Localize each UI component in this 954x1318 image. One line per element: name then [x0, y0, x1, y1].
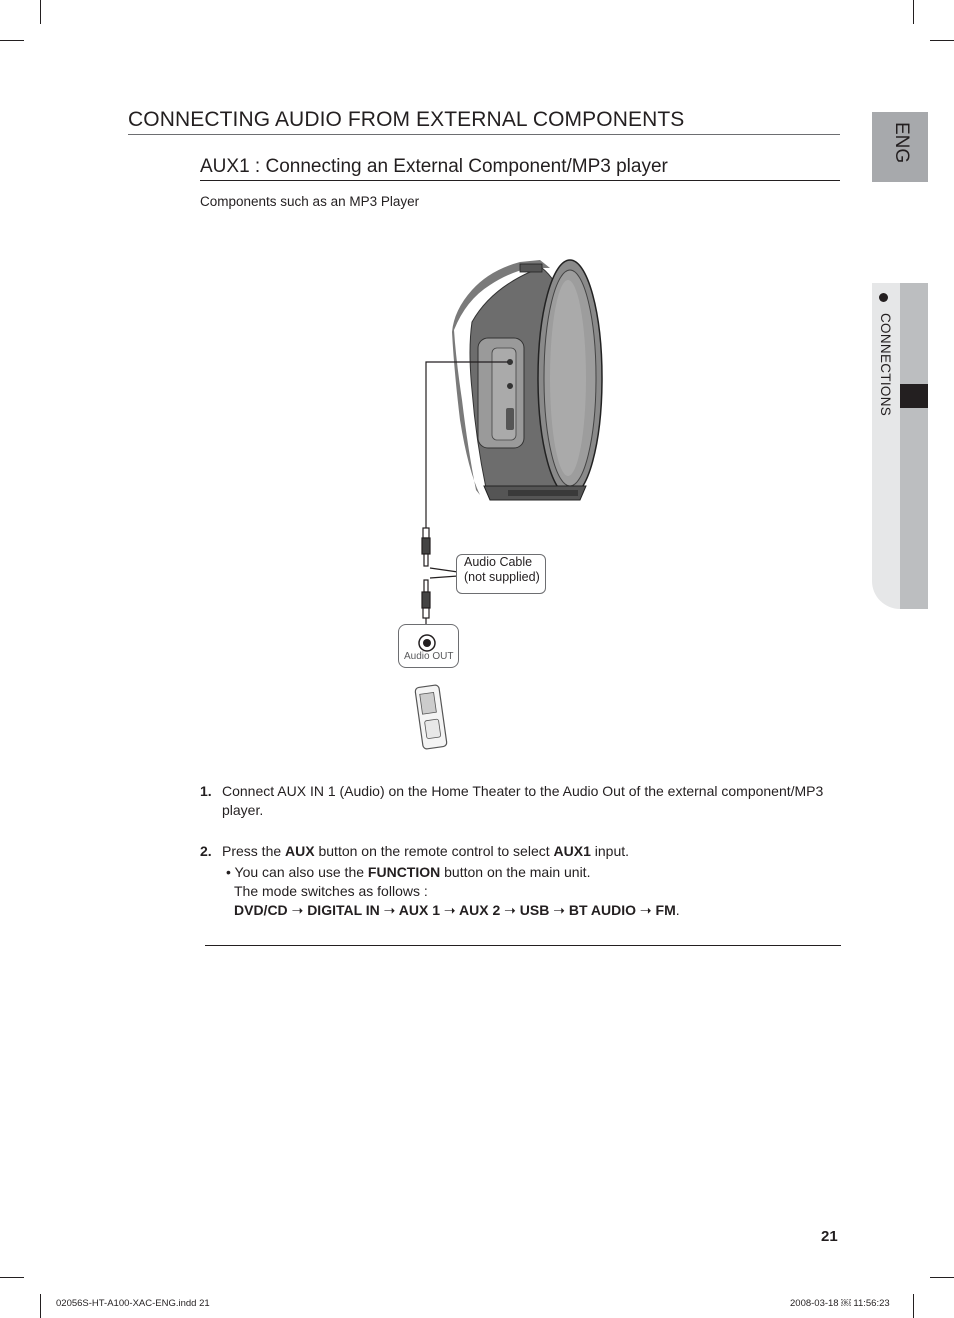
audio-cable-callout [456, 554, 546, 594]
sub-bullet [222, 863, 680, 882]
section-tab-strip [900, 283, 928, 609]
step-text-line: Connect AUX IN 1 (Audio) on the Home Theater to the Audio Out of the external component/MP3 [222, 783, 824, 799]
crop-mark [0, 40, 24, 41]
mode-item: DIGITAL IN [307, 902, 380, 918]
arrow-icon: ➝ [553, 902, 565, 918]
step-number: 1. [200, 783, 212, 799]
audio-cable-label: Audio Cable [464, 555, 533, 569]
page-number: 21 [821, 1228, 838, 1245]
intro-note: Components such as an MP3 Player [200, 194, 420, 209]
footer-filename: 02056S-HT-A100-XAC-ENG.indd 21 [56, 1298, 210, 1309]
text: Press the [222, 843, 286, 859]
section-tab-label: CONNECTIONS [878, 313, 893, 417]
crop-mark [40, 1294, 41, 1318]
mode-item: BT AUDIO [568, 902, 636, 918]
language-tab-label: ENG [891, 122, 912, 164]
step-2 [200, 842, 840, 922]
mode-item: AUX 2 [459, 902, 501, 918]
bullet-icon: • [226, 864, 231, 880]
audio-out-label: Audio OUT [404, 651, 454, 662]
arrow-icon: ➝ [291, 902, 304, 918]
section-bullet-icon [879, 293, 888, 302]
text: input. [590, 843, 630, 859]
function-keyword: FUNCTION [367, 864, 441, 880]
text: button on the main unit. [440, 864, 591, 880]
step-text-line: player. [222, 802, 264, 818]
text: button on the remote control to select [314, 843, 554, 859]
text: . [675, 902, 680, 918]
step-text-line [222, 842, 680, 861]
arrow-icon: ➝ [443, 902, 456, 918]
mode-item: DVD/CD [234, 902, 288, 918]
connection-diagram [380, 250, 620, 760]
crop-mark [40, 0, 41, 24]
audio-cable-note: (not supplied) [464, 570, 540, 584]
mp3-player-illustration [415, 685, 447, 750]
crop-mark [913, 0, 914, 24]
footer-timestamp: 2008-03-18 ￼ 11:56:23 [790, 1298, 890, 1309]
mode-line: The mode switches as follows : [234, 883, 428, 899]
arrow-icon: ➝ [383, 902, 396, 918]
section-divider [205, 945, 841, 946]
section-subtitle: AUX1 : Connecting an External Component/MP3 player [200, 156, 840, 181]
aux1-keyword: AUX1 [553, 843, 591, 859]
section-tab-marker [900, 384, 928, 408]
crop-mark [0, 1277, 24, 1278]
arrow-icon: ➝ [504, 902, 516, 918]
step-1 [200, 782, 840, 822]
step-text [222, 842, 680, 920]
arrow-icon: ➝ [639, 902, 652, 918]
mode-item: USB [519, 902, 550, 918]
mode-item: FM [655, 902, 676, 918]
step-number: 2. [200, 843, 212, 859]
language-tab [872, 112, 928, 182]
crop-mark [913, 1294, 914, 1318]
step-text [222, 782, 823, 820]
text: You can also use the [234, 864, 368, 880]
mode-sequence [222, 901, 680, 920]
mode-item: AUX 1 [398, 902, 441, 918]
crop-mark [930, 40, 954, 41]
aux-keyword: AUX [285, 843, 315, 859]
page-title: CONNECTING AUDIO FROM EXTERNAL COMPONENTS [128, 108, 840, 135]
crop-mark [930, 1277, 954, 1278]
home-theater-unit-illustration [452, 260, 602, 500]
